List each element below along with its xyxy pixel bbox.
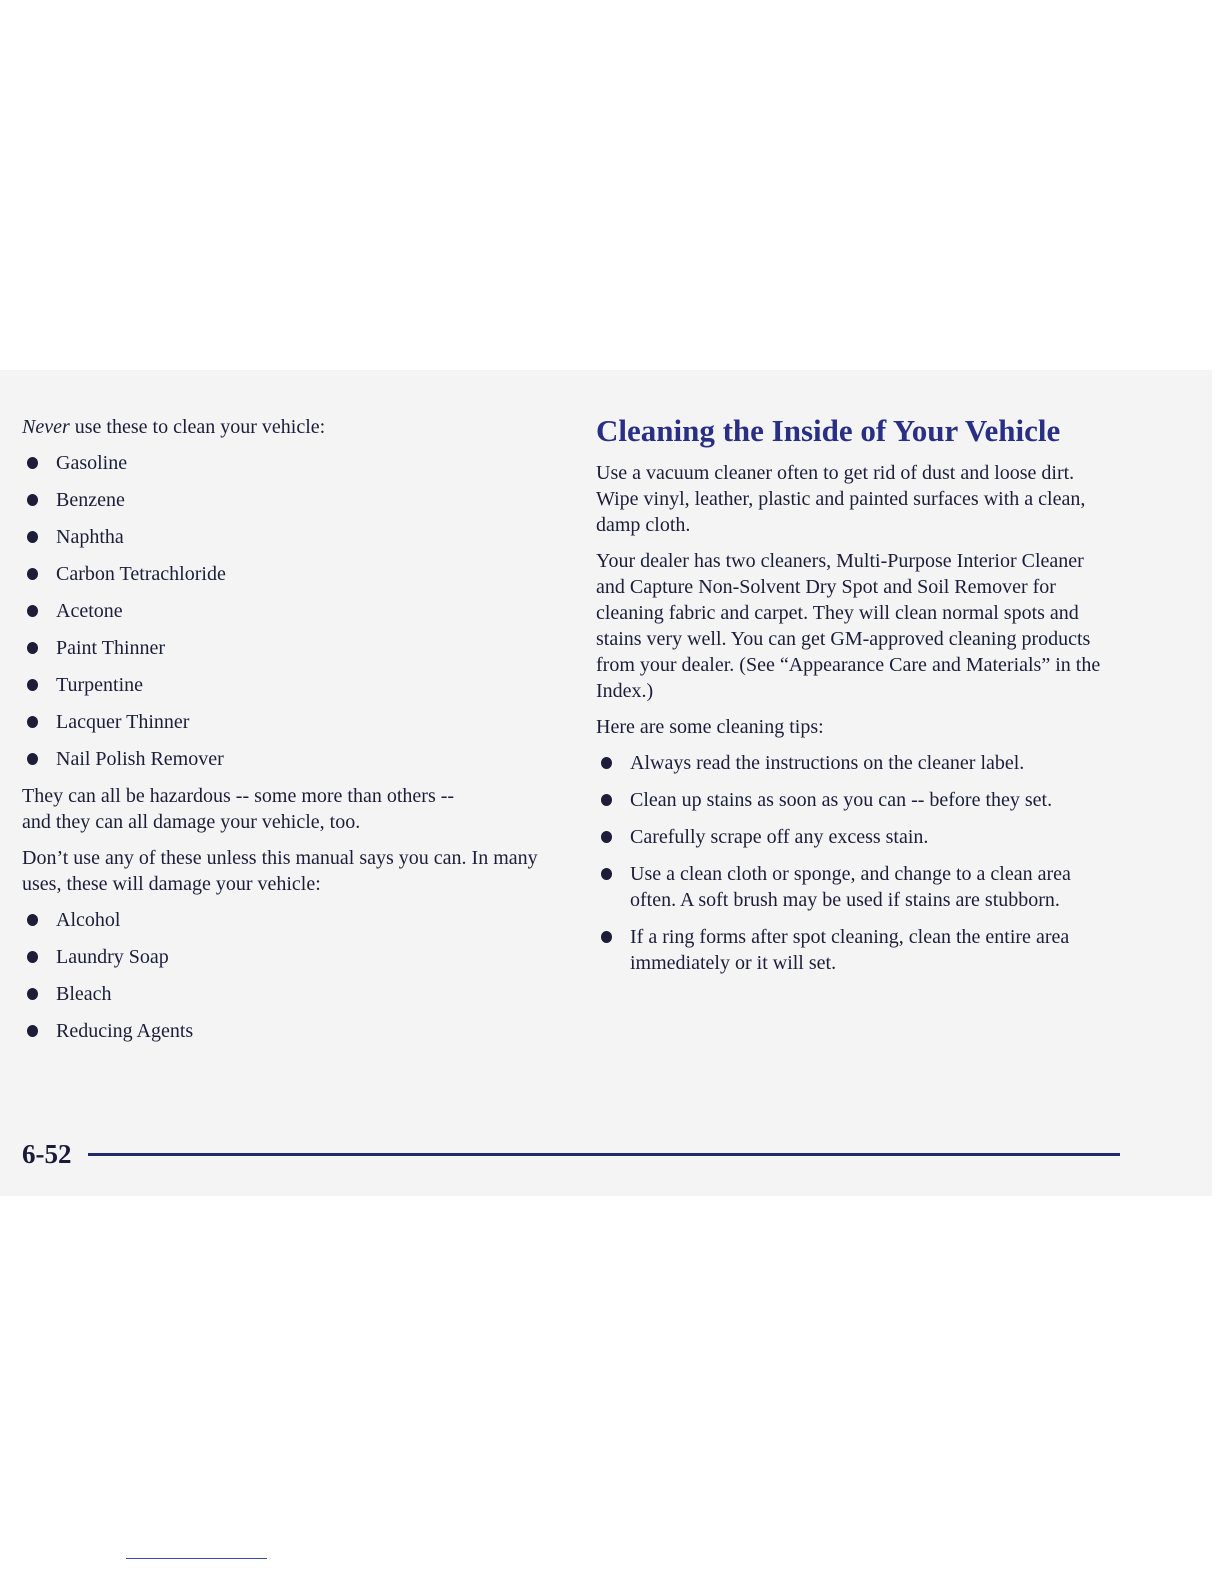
list-item	[596, 750, 1126, 776]
cleaning-tips-list	[596, 750, 1126, 976]
footer-rule	[88, 1153, 1120, 1156]
list-item	[596, 861, 1106, 913]
list-item-label: Reducing Agents	[56, 1020, 194, 1042]
list-item	[22, 1018, 562, 1044]
list-item-label: Bleach	[56, 983, 112, 1005]
dealer-paragraph: Your dealer has two cleaners, Multi-Purpose Interior Cleaner and Capture Non-Solvent Dry Spot and Soil Remover for cleaning fabric and carpet. They will clean normal spots and stains very well. You can get GM-approved cleaning products from your dealer. (See “Appearance Care and Materials” in the Index.)	[596, 550, 1101, 702]
list-item	[22, 524, 562, 550]
list-item	[22, 907, 562, 933]
list-item-label: Benzene	[56, 489, 125, 511]
list-item	[22, 709, 562, 735]
bullet-icon	[601, 831, 612, 843]
list-item	[22, 672, 562, 698]
bullet-icon	[27, 679, 38, 691]
list-item	[22, 450, 562, 476]
bullet-icon	[27, 531, 38, 543]
bullet-icon	[27, 568, 38, 580]
bullet-icon	[27, 914, 38, 926]
hazard-paragraph: They can all be hazardous -- some more than others -- and they can all damage your vehicle, too.	[22, 785, 455, 833]
section-heading: Cleaning the Inside of Your Vehicle	[596, 413, 1061, 448]
list-item-label: Laundry Soap	[56, 946, 169, 968]
bullet-icon	[27, 605, 38, 617]
list-item-label: Carefully scrape off any excess stain.	[630, 826, 929, 848]
dont-use-paragraph: Don’t use any of these unless this manual says you can. In many uses, these will damage your vehicle:	[22, 847, 538, 895]
list-item-label: Gasoline	[56, 452, 128, 474]
page-footer	[22, 1136, 1122, 1176]
list-item	[22, 598, 562, 624]
list-item	[22, 487, 562, 513]
list-item	[22, 746, 562, 772]
bullet-icon	[27, 988, 38, 1000]
bullet-icon	[27, 951, 38, 963]
list-item	[22, 635, 562, 661]
list-item-label: If a ring forms after spot cleaning, clean the entire area immediately or it will set.	[630, 926, 1070, 974]
list-item-label: Naphtha	[56, 526, 124, 548]
dont-use-list	[22, 907, 562, 1044]
list-item	[596, 924, 1106, 976]
list-item	[596, 824, 1126, 850]
list-item-label: Always read the instructions on the cleaner label.	[630, 752, 1025, 774]
page-number: 6-52	[22, 1139, 72, 1169]
list-item-label: Clean up stains as soon as you can -- before they set.	[630, 789, 1053, 811]
bottom-rule	[126, 1558, 267, 1559]
vacuum-paragraph: Use a vacuum cleaner often to get rid of dust and loose dirt. Wipe vinyl, leather, plastic and painted surfaces with a clean, damp cloth.	[596, 462, 1086, 536]
list-item-label: Acetone	[56, 600, 123, 622]
list-item	[22, 561, 562, 587]
bullet-icon	[601, 794, 612, 806]
list-item-label: Lacquer Thinner	[56, 711, 190, 733]
left-column	[22, 414, 562, 1055]
bullet-icon	[27, 1025, 38, 1037]
bullet-icon	[601, 757, 612, 769]
tips-intro: Here are some cleaning tips:	[596, 716, 824, 738]
never-intro	[22, 414, 562, 440]
bullet-icon	[27, 494, 38, 506]
list-item-label: Paint Thinner	[56, 637, 166, 659]
right-column	[596, 412, 1136, 987]
bullet-icon	[27, 642, 38, 654]
bullet-icon	[601, 868, 612, 880]
never-emphasis: Never	[22, 416, 70, 438]
list-item	[22, 944, 562, 970]
list-item-label: Use a clean cloth or sponge, and change to a clean area often. A soft brush may be used if stains are stubborn.	[630, 863, 1071, 911]
list-item-label: Turpentine	[56, 674, 144, 696]
list-item-label: Nail Polish Remover	[56, 748, 224, 770]
never-intro-rest: use these to clean your vehicle:	[69, 416, 326, 438]
bullet-icon	[601, 931, 612, 943]
bullet-icon	[27, 716, 38, 728]
list-item	[22, 981, 562, 1007]
bullet-icon	[27, 457, 38, 469]
list-item-label: Carbon Tetrachloride	[56, 563, 226, 585]
list-item	[596, 787, 1126, 813]
bullet-icon	[27, 753, 38, 765]
list-item-label: Alcohol	[56, 909, 121, 931]
never-use-list	[22, 450, 562, 772]
